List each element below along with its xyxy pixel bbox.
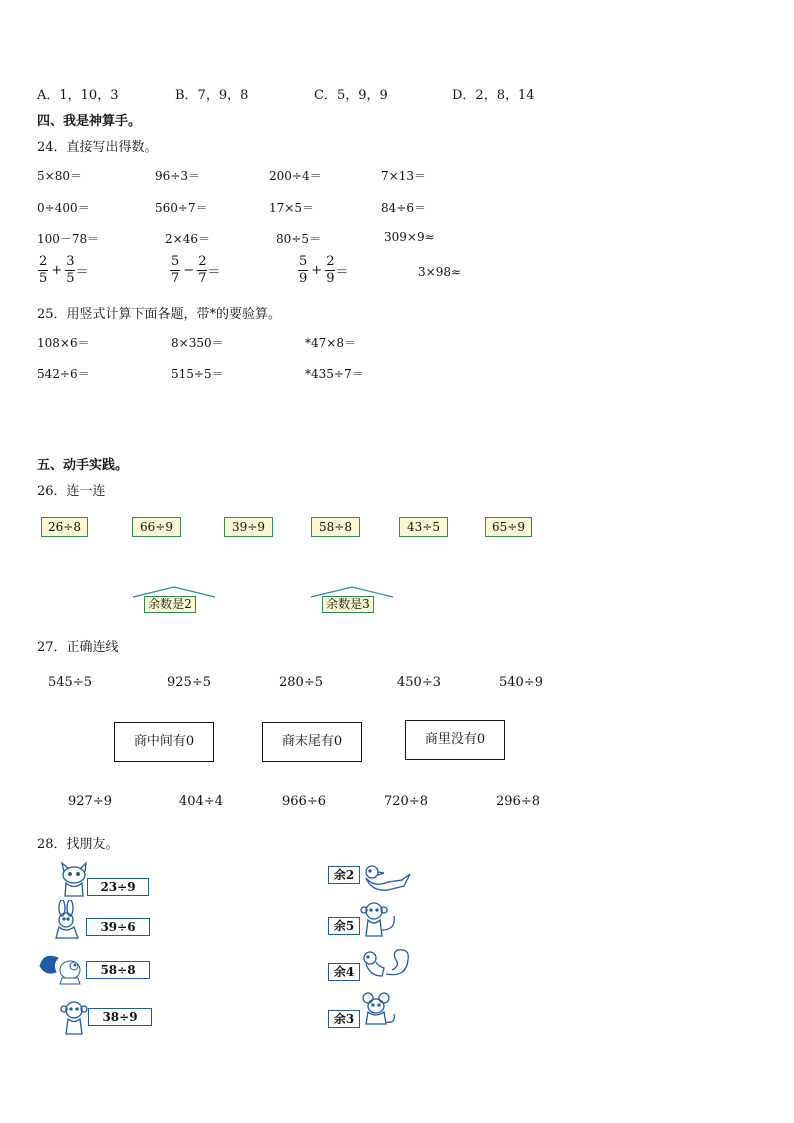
fraction — [38, 255, 48, 286]
q27-top-item[interactable]: 925÷5 — [167, 675, 211, 690]
q27-top-item[interactable]: 450÷3 — [397, 675, 441, 690]
left-division-card[interactable]: 39÷6 — [86, 918, 150, 936]
mouse-icon — [356, 990, 400, 1030]
left-division-card[interactable]: 23÷9 — [87, 878, 149, 896]
fraction — [65, 255, 75, 286]
q27-bottom-item[interactable]: 404÷4 — [179, 794, 223, 809]
q27-top-item[interactable]: 280÷5 — [279, 675, 323, 690]
left-division-card[interactable]: 38÷9 — [88, 1008, 152, 1026]
house-label: 余数是3 — [322, 596, 374, 613]
remainder-card[interactable]: 余2 — [328, 866, 360, 884]
operator: + — [51, 263, 63, 278]
denominator: 7 — [198, 271, 207, 286]
numerator: 5 — [171, 254, 180, 269]
option-b: B．7，9，8 — [175, 88, 249, 103]
denominator: 7 — [171, 271, 180, 286]
q24-item: 96÷3＝ — [155, 169, 200, 183]
q24-last-item: 3×98≈ — [418, 265, 462, 279]
q28-title: 28．找朋友。 — [37, 837, 119, 852]
monkey-icon — [58, 998, 92, 1038]
equals: ＝ — [207, 265, 221, 280]
remainder-house[interactable] — [131, 586, 217, 614]
q24-item: 560÷7＝ — [155, 201, 208, 215]
option-a: A．1，10，3 — [37, 88, 119, 103]
q25-item: 542÷6＝ — [37, 367, 90, 381]
q24-item: 80÷5＝ — [276, 232, 321, 246]
q24-item: 200÷4＝ — [269, 169, 322, 183]
option-d: D．2，8，14 — [452, 88, 535, 103]
monkey-icon — [356, 900, 402, 942]
section-5-title: 五、动手实践。 — [37, 458, 129, 473]
house-label: 余数是2 — [144, 596, 196, 613]
q25-item: *47×8＝ — [305, 336, 356, 350]
q25-item: 8×350＝ — [171, 336, 224, 350]
q25-item: 108×6＝ — [37, 336, 90, 350]
q26-title: 26．连一连 — [37, 484, 106, 499]
q27-top-item[interactable]: 545÷5 — [48, 675, 92, 690]
q27-top-item[interactable]: 540÷9 — [499, 675, 543, 690]
division-card[interactable]: 39÷9 — [224, 517, 273, 537]
option-c: C．5，9，9 — [314, 88, 388, 103]
q25-title: 25．用竖式计算下面各题，带*的要验算。 — [37, 307, 282, 322]
denominator: 9 — [326, 271, 335, 286]
denominator: 9 — [299, 271, 308, 286]
category-box[interactable]: 商里没有0 — [405, 720, 505, 760]
remainder-card[interactable]: 余4 — [328, 963, 360, 981]
numerator: 3 — [66, 254, 75, 269]
numerator: 2 — [198, 254, 207, 269]
q24-item: 309×9≈ — [384, 230, 435, 244]
division-card[interactable]: 26÷8 — [41, 517, 88, 537]
remainder-card[interactable]: 余3 — [328, 1010, 360, 1028]
fraction-expression — [38, 255, 88, 286]
squirrel-icon — [38, 952, 88, 986]
numerator: 5 — [299, 254, 308, 269]
operator: + — [311, 263, 323, 278]
rabbit-icon — [50, 900, 86, 942]
fraction-expression — [170, 255, 220, 286]
category-box[interactable]: 商中间有0 — [114, 722, 214, 762]
q24-item: 84÷6＝ — [381, 201, 426, 215]
left-division-card[interactable]: 58÷8 — [86, 961, 150, 979]
q27-bottom-item[interactable]: 296÷8 — [496, 794, 540, 809]
numerator: 2 — [326, 254, 335, 269]
q27-bottom-item[interactable]: 927÷9 — [68, 794, 112, 809]
remainder-card[interactable]: 余5 — [328, 917, 360, 935]
fraction — [298, 255, 308, 286]
q27-bottom-item[interactable]: 720÷8 — [384, 794, 428, 809]
fraction — [197, 255, 207, 286]
q27-bottom-item[interactable]: 966÷6 — [282, 794, 326, 809]
division-card[interactable]: 65÷9 — [485, 517, 532, 537]
equals: ＝ — [335, 265, 349, 280]
q24-item: 2×46＝ — [165, 232, 210, 246]
division-card[interactable]: 58÷8 — [311, 517, 360, 537]
fraction-expression — [298, 255, 348, 286]
denominator: 5 — [39, 271, 48, 286]
q24-title: 24．直接写出得数。 — [37, 140, 158, 155]
q24-item: 5×80＝ — [37, 169, 82, 183]
operator: − — [183, 263, 195, 278]
equals: ＝ — [75, 265, 89, 280]
q24-item: 17×5＝ — [269, 201, 314, 215]
denominator: 5 — [66, 271, 75, 286]
remainder-house[interactable] — [309, 586, 395, 614]
q24-item: 100－78＝ — [37, 232, 100, 246]
q27-title: 27．正确连线 — [37, 640, 119, 655]
cat-icon — [56, 860, 90, 898]
q24-item: 7×13＝ — [381, 169, 426, 183]
q25-item: *435÷7＝ — [305, 367, 364, 381]
division-card[interactable]: 66÷9 — [132, 517, 181, 537]
fraction — [325, 255, 335, 286]
division-card[interactable]: 43÷5 — [399, 517, 448, 537]
numerator: 2 — [39, 254, 48, 269]
fraction — [170, 255, 180, 286]
bird-icon — [358, 862, 412, 894]
category-box[interactable]: 商末尾有0 — [262, 722, 362, 762]
q24-item: 0÷400＝ — [37, 201, 90, 215]
q25-item: 515÷5＝ — [171, 367, 224, 381]
squirrel-icon — [356, 944, 412, 984]
section-4-title: 四、我是神算手。 — [37, 114, 142, 129]
